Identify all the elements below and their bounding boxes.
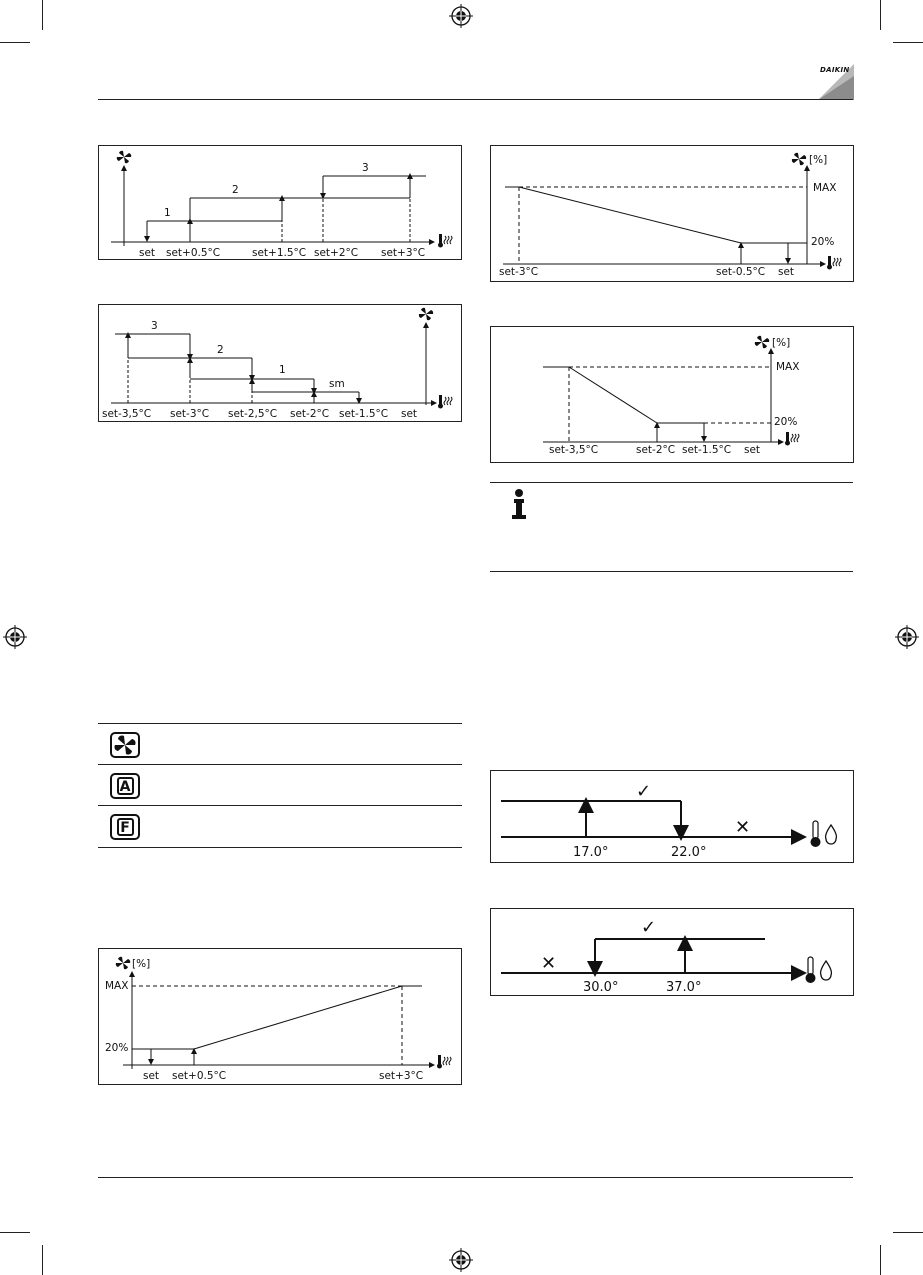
info-box-top-rule bbox=[490, 482, 853, 483]
mode-table-bottom-rule bbox=[98, 847, 462, 848]
registration-mark-top bbox=[449, 4, 473, 28]
figure-hum-range bbox=[490, 908, 854, 996]
cool-steps-plot bbox=[99, 146, 463, 261]
y-unit-label: [%] bbox=[132, 958, 151, 970]
figure-dehum-range bbox=[490, 770, 854, 863]
auto-icon-glyph: A bbox=[117, 777, 134, 795]
y-tick-label: MAX bbox=[776, 361, 800, 373]
auto-icon bbox=[110, 773, 140, 799]
x-tick-label: set-0.5°C bbox=[716, 266, 766, 278]
y-tick-label: MAX bbox=[813, 182, 837, 194]
thermometer-heat-icon bbox=[438, 234, 452, 248]
x-tick-label: set+3°C bbox=[379, 1070, 424, 1082]
heat-steps-plot bbox=[99, 305, 463, 423]
heat-modulating-b-plot bbox=[491, 327, 855, 464]
mode-row-fan bbox=[98, 723, 462, 764]
step-label-3: 3 bbox=[362, 162, 369, 174]
x-tick-label: set-1.5°C bbox=[339, 408, 389, 420]
figure-heat-modulating-a bbox=[490, 145, 854, 282]
x-tick-label: 30.0° bbox=[583, 980, 619, 995]
heat-modulating-a-plot bbox=[491, 146, 855, 283]
x-tick-label: set bbox=[778, 266, 795, 278]
x-tick-label: set+2°C bbox=[314, 247, 359, 259]
cross-icon: ✕ bbox=[735, 817, 751, 838]
y-tick-label: MAX bbox=[105, 980, 129, 992]
x-tick-label: 17.0° bbox=[573, 845, 609, 860]
step-label-2: 2 bbox=[217, 344, 224, 356]
thermometer-humidity-icon bbox=[811, 821, 837, 847]
registration-mark-bottom bbox=[449, 1248, 473, 1272]
step-label-1: 1 bbox=[164, 207, 171, 219]
header-rule bbox=[98, 99, 853, 100]
step-label-1: 1 bbox=[279, 364, 286, 376]
fan-icon bbox=[419, 308, 433, 320]
info-icon bbox=[510, 489, 528, 521]
fan-icon bbox=[117, 151, 131, 163]
check-icon: ✓ bbox=[641, 917, 657, 938]
check-icon: ✓ bbox=[636, 781, 652, 802]
y-unit-label: [%] bbox=[772, 337, 791, 349]
x-tick-label: 22.0° bbox=[671, 845, 707, 860]
x-tick-label: set-3°C bbox=[499, 266, 539, 278]
x-tick-label: set-2°C bbox=[636, 444, 676, 456]
step-label-sm: sm bbox=[329, 378, 345, 390]
hum-range-plot bbox=[491, 909, 855, 997]
thermometer-heat-icon bbox=[437, 1055, 451, 1069]
x-tick-label: set-2,5°C bbox=[228, 408, 278, 420]
fixed-icon-glyph: F bbox=[117, 818, 134, 836]
x-tick-label: set+0.5°C bbox=[166, 247, 221, 259]
figure-cool-steps bbox=[98, 145, 462, 260]
x-tick-label: set bbox=[401, 408, 418, 420]
x-tick-label: 37.0° bbox=[666, 980, 702, 995]
thermometer-heat-icon bbox=[827, 256, 841, 270]
daikin-logo bbox=[818, 64, 854, 100]
x-tick-label: set-3°C bbox=[170, 408, 210, 420]
x-tick-label: set-3,5°C bbox=[549, 444, 599, 456]
figure-cool-modulating bbox=[98, 948, 462, 1085]
y-unit-label: [%] bbox=[809, 154, 828, 166]
x-tick-label: set+3°C bbox=[381, 247, 426, 259]
fixed-icon bbox=[110, 814, 140, 840]
mode-row-auto bbox=[98, 764, 462, 805]
x-tick-label: set bbox=[744, 444, 761, 456]
y-tick-label: 20% bbox=[811, 236, 835, 248]
mode-row-fixed bbox=[98, 805, 462, 846]
daikin-logo-text: DAIKIN bbox=[820, 66, 850, 74]
info-box-bottom-rule bbox=[490, 571, 853, 572]
x-tick-label: set+0.5°C bbox=[172, 1070, 227, 1082]
x-tick-label: set+1.5°C bbox=[252, 247, 307, 259]
registration-mark-right bbox=[895, 625, 919, 649]
registration-mark-left bbox=[3, 625, 27, 649]
x-tick-label: set-3,5°C bbox=[102, 408, 152, 420]
footer-rule bbox=[98, 1177, 853, 1178]
fan-icon bbox=[110, 732, 140, 758]
y-tick-label: 20% bbox=[105, 1042, 129, 1054]
x-tick-label: set bbox=[139, 247, 156, 259]
thermometer-humidity-icon bbox=[806, 957, 832, 983]
y-tick-label: 20% bbox=[774, 416, 798, 428]
step-label-2: 2 bbox=[232, 184, 239, 196]
figure-heat-steps bbox=[98, 304, 462, 422]
step-label-3: 3 bbox=[151, 320, 158, 332]
dehum-range-plot bbox=[491, 771, 855, 864]
cross-icon: ✕ bbox=[541, 953, 557, 974]
thermometer-heat-icon bbox=[785, 432, 799, 446]
figure-heat-modulating-b bbox=[490, 326, 854, 463]
x-tick-label: set bbox=[143, 1070, 160, 1082]
fan-icon bbox=[792, 153, 806, 165]
fan-icon bbox=[755, 336, 769, 348]
thermometer-heat-icon bbox=[438, 395, 452, 409]
x-tick-label: set-1.5°C bbox=[682, 444, 732, 456]
fan-icon bbox=[116, 957, 130, 969]
cool-modulating-plot bbox=[99, 949, 463, 1086]
x-tick-label: set-2°C bbox=[290, 408, 330, 420]
